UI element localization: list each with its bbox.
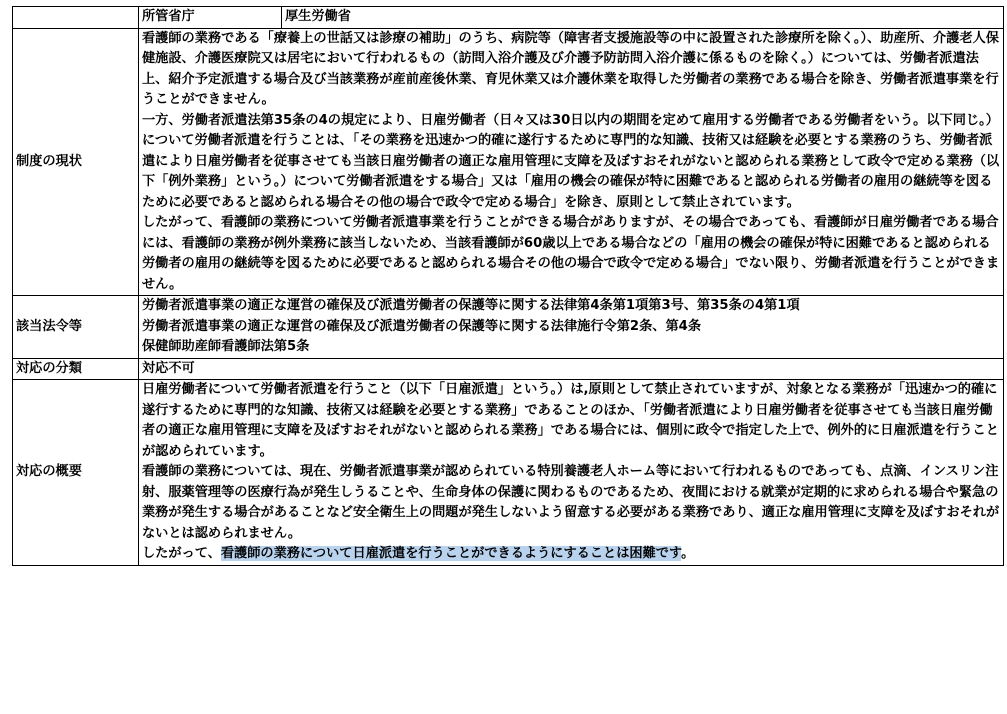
status-body (139, 28, 1004, 296)
status-row (13, 28, 1004, 296)
overview-label: 対応の概要 (13, 380, 139, 566)
status-paragraph-1: 看護師の業務である「療養上の世話又は診療の補助」のうち、病院等（障害者支援施設等の中に設置された診療所を除く。）、助産所、介護老人保健施設、介護医療院又は居宅において行われるもの（訪問入浴介護及び介護予防訪問入浴介護に係るものを除く。）については、労働者派遣法上、紹介予定派遣する場合及び当該業務が産前産後休業、育児休業又は介護休業を取得した労働者の業務である場合を除き、労働者派遣事業を行うことができません。 (142, 30, 999, 107)
overview-row (13, 380, 1004, 566)
overview-paragraph-1: 日雇労働者について労働者派遣を行うこと（以下「日雇派遣」という。）は,原則として禁止されていますが、対象となる業務が「迅速かつ的確に遂行するために専門的な知識、技術又は経験を必要とする業務」であることのほか、「労働者派遣により日雇労働者を従事させても当該日雇労働者の適正な雇用管理に支障を及ぼすおそれがないと認められる業務」である場合には、個別に政令で指定した上で、例外的に日雇派遣を行うことが認められています。 (142, 382, 999, 459)
status-paragraph-3: したがって、看護師の業務について労働者派遣事業を行うことができる場合がありますが、その場合であっても、看護師が日雇労働者である場合には、看護師の業務が例外業務に該当しないため、当該看護師が60歳以上である場合などの「雇用の機会の確保が特に困難であると認められる労働者の雇用の継続等を図るために必要であると認められる場合その他の場合で政令で定める場合」でない限り、労働者派遣を行うことができません。 (142, 215, 1000, 292)
agency-row (13, 7, 1004, 29)
laws-row (13, 296, 1004, 359)
conclusion-suffix: 。 (681, 546, 695, 561)
laws-body (139, 296, 1004, 359)
laws-label: 該当法令等 (13, 296, 139, 359)
agency-blank-cell (13, 7, 139, 29)
classification-value: 対応不可 (139, 358, 1004, 380)
regulation-table (12, 6, 1004, 566)
conclusion-prefix: したがって、 (142, 546, 221, 561)
law-line-3: 保健師助産師看護師法第5条 (142, 339, 310, 354)
overview-conclusion (142, 544, 1000, 565)
status-paragraph-2: 一方、労働者派遣法第35条の4の規定により、日雇労働者（日々又は30日以内の期間を定めて雇用する労働者である労働者をいう。以下同じ。）について労働者派遣を行うことは、「その業務を迅速かつ的確に遂行するために専門的な知識、技術又は経験を必要とする業務のうち、労働者派遣により日雇労働者を従事させても当該日雇労働者の適正な雇用管理に支障を及ぼすおそれがないと認められる業務として政令で定める業務（以下「例外業務」という。）について労働者派遣をする場合」又は「雇用の機会の確保が特に困難であると認められる労働者の雇用の継続等を図るために必要であると認められる場合その他の場合で政令で定める場合」を除き、原則として禁止されています。 (142, 112, 1000, 210)
law-line-1: 労働者派遣事業の適正な運営の確保及び派遣労働者の保護等に関する法律第4条第1項第3号、第35条の4第1項 (142, 298, 800, 313)
agency-value: 厚生労働省 (282, 7, 1004, 29)
overview-paragraph-2: 看護師の業務については、現在、労働者派遣事業が認められている特別養護老人ホーム等において行われるものであっても、点滴、インスリン注射、服薬管理等の医療行為が発生しうることや、生命身体の保護に関わるものであるため、夜間における就業が定期的に求められる場合や緊急の業務が発生する場合があることなど安全衛生上の問題が発生しないよう留意する必要がある業務であり、適正な雇用管理に支障を及ぼすおそれがないとは認められません。 (142, 464, 1000, 541)
classification-label: 対応の分類 (13, 358, 139, 380)
agency-label: 所管省庁 (139, 7, 282, 29)
classification-row (13, 358, 1004, 380)
law-line-2: 労働者派遣事業の適正な運営の確保及び派遣労働者の保護等に関する法律施行令第2条、第4条 (142, 318, 702, 334)
status-label: 制度の現状 (13, 28, 139, 296)
overview-body (139, 380, 1004, 566)
conclusion-highlight: 看護師の業務について日雇派遣を行うことができるようにすることは困難です (220, 546, 682, 561)
